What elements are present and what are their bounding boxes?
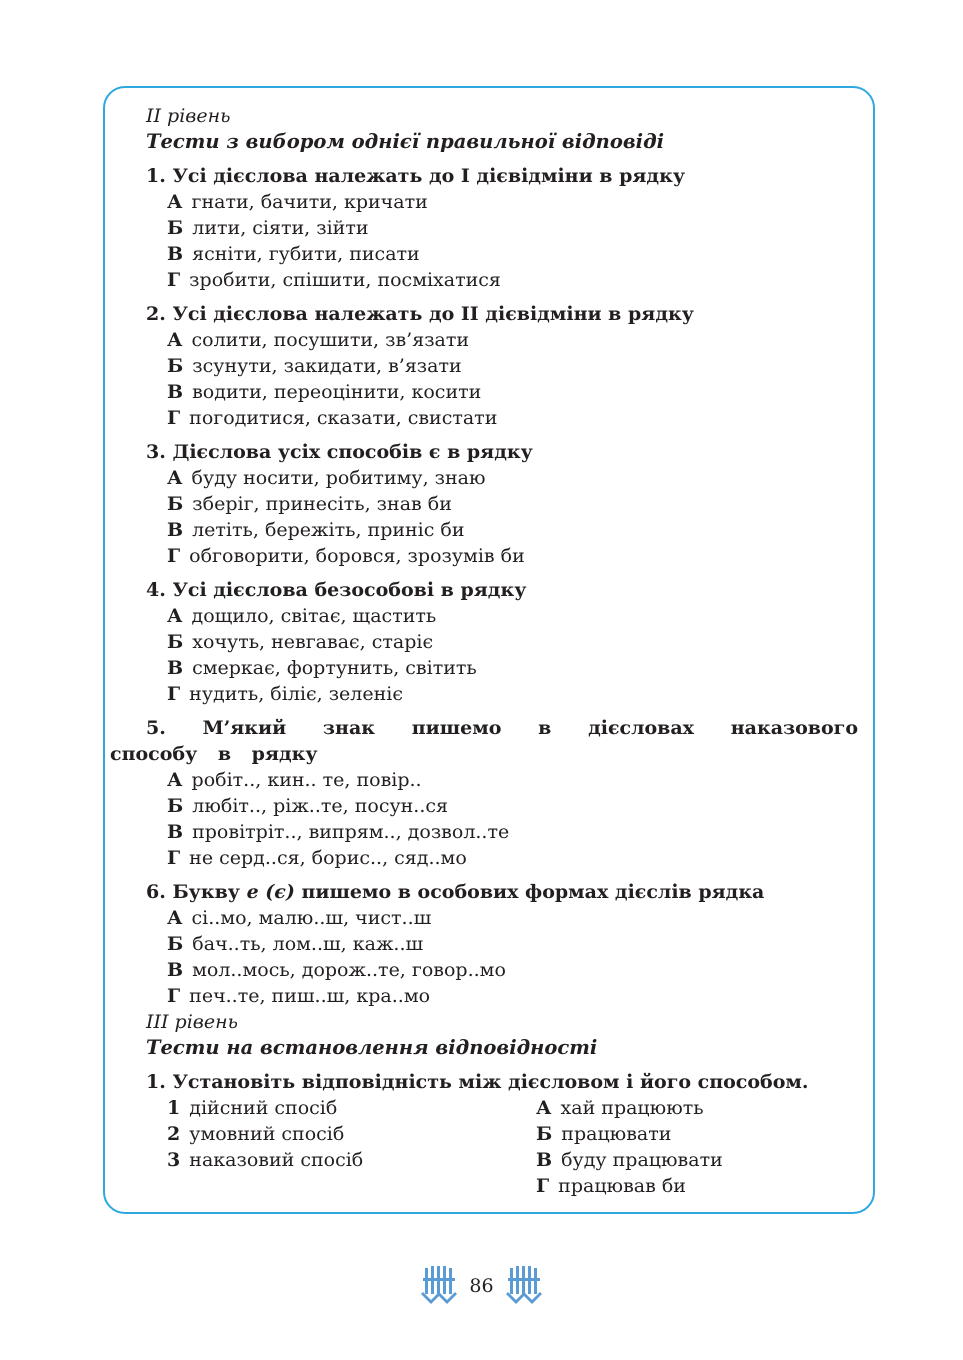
page-footer xyxy=(0,1262,963,1310)
match-right-v: В буду працювати xyxy=(536,1149,723,1171)
question-text: 6. Букву е (є) пишемо в особових формах дієслів рядка xyxy=(146,881,765,903)
option-a: А буду носити, робитиму, знаю xyxy=(167,467,486,489)
section-title: Тести на встановлення відповідності xyxy=(146,1036,598,1059)
match-left-empty xyxy=(167,1173,536,1199)
option-v: В летіть, бережіть, приніс би xyxy=(167,519,465,541)
option-b: Б хочуть, невгаває, старіє xyxy=(167,631,434,653)
option-b: Б зберіг, принесіть, знав би xyxy=(167,493,452,515)
level-label: ІІІ рівень xyxy=(146,1011,238,1033)
option-b: Б зсунути, закидати, в’язати xyxy=(167,355,462,377)
question-3 xyxy=(110,439,858,569)
option-h: Г обговорити, боровся, зрозумів би xyxy=(167,545,525,567)
option-v: В мол..мось, дорож..те, говор..мо xyxy=(167,959,506,981)
question-1 xyxy=(110,163,858,293)
question-text: 4. Усі дієслова безособові в рядку xyxy=(146,579,527,601)
option-b: Б бач..ть, лом..ш, каж..ш xyxy=(167,933,424,955)
matching-question xyxy=(110,1069,858,1199)
question-text: 5. М’який знак пишемо в дієсловах наказового способу в рядку xyxy=(110,717,858,765)
match-right-h: Г працював би xyxy=(536,1175,686,1197)
option-b: Б любіт.., ріж..те, посун..ся xyxy=(167,795,449,817)
page-content xyxy=(110,103,858,1207)
option-h: Г нудить, біліє, зеленіє xyxy=(167,683,403,705)
match-left-3: 3 наказовий спосіб xyxy=(167,1149,364,1171)
page-number: 86 xyxy=(469,1275,494,1297)
option-h: Г погодитися, сказати, свистати xyxy=(167,407,498,429)
match-left-1: 1 дійсний спосіб xyxy=(167,1097,338,1119)
option-a: А сі..мо, малю..ш, чист..ш xyxy=(167,907,432,929)
option-h: Г зробити, спішити, посміхатися xyxy=(167,269,501,291)
question-text: 2. Усі дієслова належать до ІІ дієвідміни в рядку xyxy=(146,303,694,325)
question-text: 1. Усі дієслова належать до І дієвідміни в рядку xyxy=(146,165,685,187)
question-text: 3. Дієслова усіх способів є в рядку xyxy=(146,441,533,463)
option-h: Г печ..те, пиш..ш, кра..мо xyxy=(167,985,431,1007)
option-a: А солити, посушити, зв’язати xyxy=(167,329,470,351)
matching-grid xyxy=(110,1095,858,1199)
question-2 xyxy=(110,301,858,431)
option-a: А гнати, бачити, кричати xyxy=(167,191,428,213)
option-v: В ясніти, губити, писати xyxy=(167,243,420,265)
match-right-a: А хай працюють xyxy=(536,1097,704,1119)
option-a: А дощило, світає, щастить xyxy=(167,605,437,627)
option-b: Б лити, сіяти, зійти xyxy=(167,217,369,239)
ornament-right-icon xyxy=(502,1264,546,1308)
option-a: А робіт.., кин.. те, повір.. xyxy=(167,769,422,791)
section-title: Тести з вибором однієї правильної відповіді xyxy=(146,130,665,153)
question-5 xyxy=(110,715,858,871)
ornament-left-icon xyxy=(417,1264,461,1308)
level-label: II рівень xyxy=(146,105,231,127)
option-v: В провітріт.., випрям.., дозвол..те xyxy=(167,821,510,843)
option-v: В водити, переоцінити, косити xyxy=(167,381,482,403)
match-left-2: 2 умовний спосіб xyxy=(167,1123,345,1145)
question-4 xyxy=(110,577,858,707)
question-text: 1. Установіть відповідність між дієсловом і його способом. xyxy=(146,1071,809,1093)
option-h: Г не серд..ся, борис.., сяд..мо xyxy=(167,847,467,869)
match-right-b: Б працювати xyxy=(536,1123,672,1145)
question-6 xyxy=(110,879,858,1009)
option-v: В смеркає, фортунить, світить xyxy=(167,657,477,679)
